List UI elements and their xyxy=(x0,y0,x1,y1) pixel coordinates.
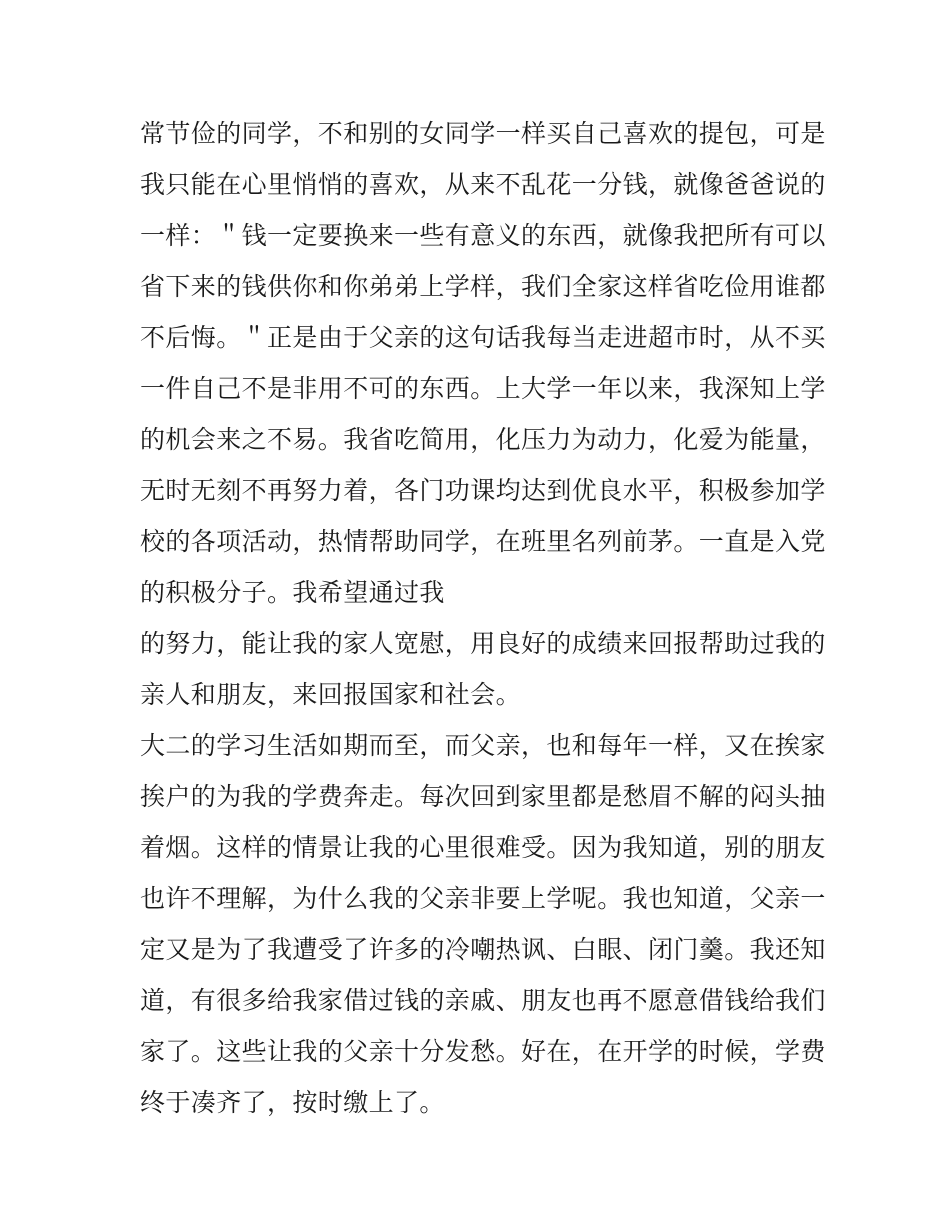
text-line: 无时无刻不再努力着，各门功课均达到优良水平，积极参加学 xyxy=(140,476,826,505)
text-line: 着烟。这样的情景让我的心里很难受。因为我知道，别的朋友 xyxy=(140,833,826,862)
text-line: 定又是为了我遭受了许多的冷嘲热讽、白眼、闭门羹。我还知 xyxy=(140,935,826,964)
text-line: 常节俭的同学，不和别的女同学一样买自己喜欢的提包，可是 xyxy=(140,119,826,148)
text-line: 一件自己不是非用不可的东西。上大学一年以来，我深知上学 xyxy=(140,374,826,403)
text-line: 家了。这些让我的父亲十分发愁。好在，在开学的时候，学费 xyxy=(140,1037,826,1066)
text-line: 道，有很多给我家借过钱的亲戚、朋友也再不愿意借钱给我们 xyxy=(140,986,826,1015)
text-line: 一样：＂钱一定要换来一些有意义的东西，就像我把所有可以 xyxy=(140,221,826,250)
text-line: 也许不理解，为什么我的父亲非要上学呢。我也知道，父亲一 xyxy=(140,884,826,913)
text-line: 省下来的钱供你和你弟弟上学样，我们全家这样省吃俭用谁都 xyxy=(140,272,826,301)
text-line: 的努力，能让我的家人宽慰，用良好的成绩来回报帮助过我的 xyxy=(140,629,826,658)
text-line: 的积极分子。我希望通过我 xyxy=(140,578,445,607)
document-body xyxy=(140,108,826,1128)
text-line: 挨户的为我的学费奔走。每次回到家里都是愁眉不解的闷头抽 xyxy=(140,782,826,811)
text-line: 的机会来之不易。我省吃简用，化压力为动力，化爱为能量， xyxy=(140,425,826,454)
text-line: 校的各项活动，热情帮助同学，在班里名列前茅。一直是入党 xyxy=(140,527,826,556)
text-line: 亲人和朋友，来回报国家和社会。 xyxy=(140,680,522,709)
text-line: 我只能在心里悄悄的喜欢，从来不乱花一分钱，就像爸爸说的 xyxy=(140,170,826,199)
text-line: 大二的学习生活如期而至，而父亲，也和每年一样，又在挨家 xyxy=(140,731,826,760)
text-line: 不后悔。＂正是由于父亲的这句话我每当走进超市时，从不买 xyxy=(140,323,826,352)
text-line: 终于凑齐了，按时缴上了。 xyxy=(140,1088,445,1117)
